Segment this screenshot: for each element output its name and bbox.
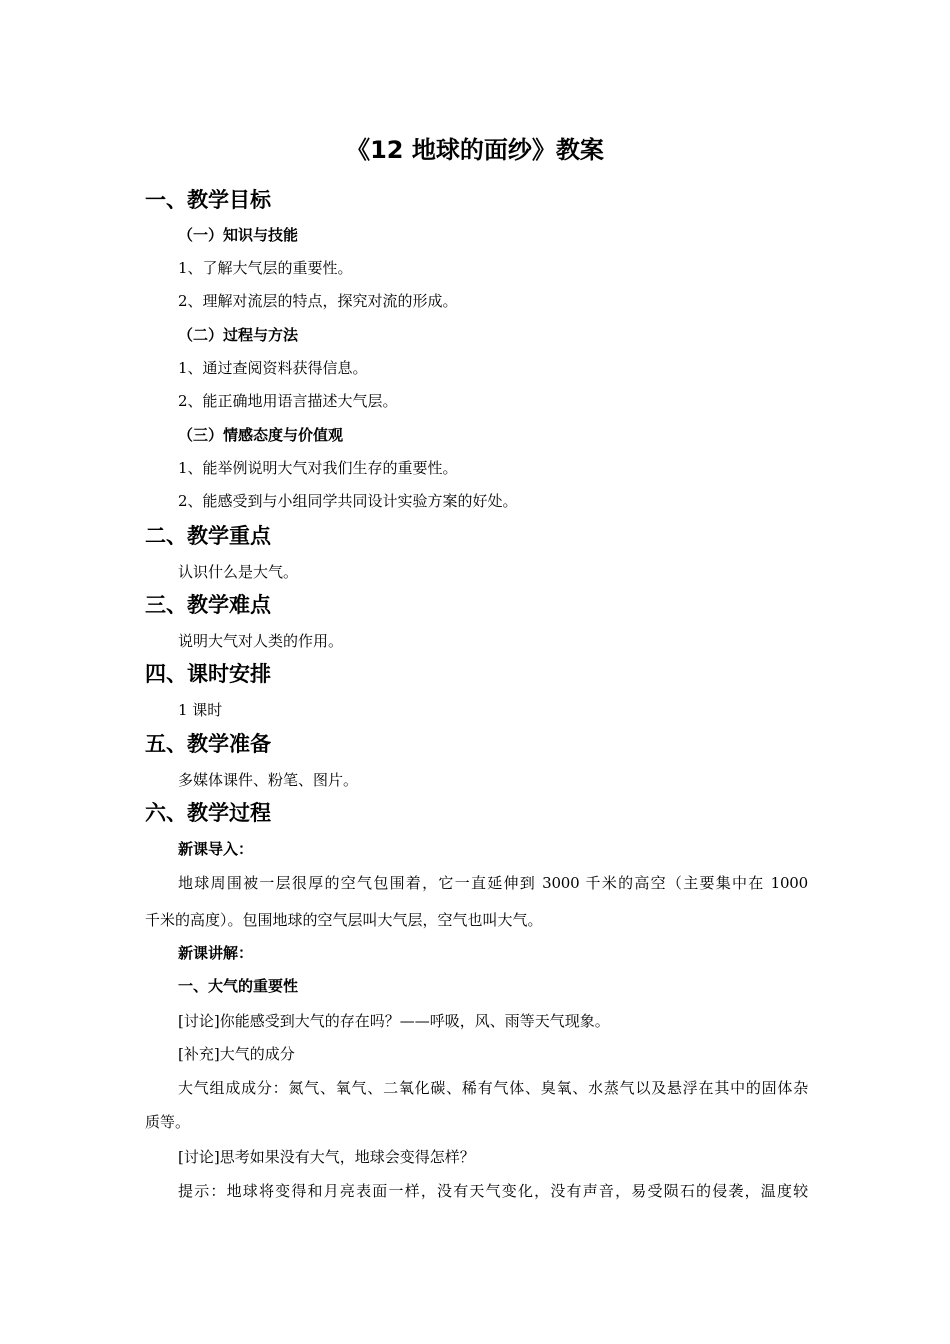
discussion-line: [讨论]思考如果没有大气，地球会变得怎样？: [178, 1148, 475, 1166]
part1-label: 一、大气的重要性: [178, 977, 299, 995]
explain-label: 新课讲解：: [178, 944, 254, 962]
composition-line: 质等。: [145, 1113, 191, 1131]
discussion-line: [讨论]你能感受到大气的存在吗？——呼吸，风、雨等天气现象。: [178, 1012, 610, 1030]
hint-line: 提示：地球将变得和月亮表面一样，没有天气变化，没有声音，易受陨石的侵袭，温度较: [178, 1182, 808, 1200]
key-points-text: 认识什么是大气。: [178, 563, 299, 581]
objective-item: 2、能正确地用语言描述大气层。: [178, 392, 398, 410]
intro-paragraph-line: 千米的高度）。包围地球的空气层叫大气层，空气也叫大气。: [145, 911, 543, 929]
section-heading-key-points: 二、教学重点: [145, 524, 271, 548]
subheading-process-method: （二）过程与方法: [178, 326, 299, 344]
preparation-text: 多媒体课件、粉笔、图片。: [178, 771, 359, 789]
composition-line: 大气组成成分：氮气、氧气、二氧化碳、稀有气体、臭氧、水蒸气以及悬浮在其中的固体杂: [178, 1079, 808, 1097]
intro-label: 新课导入：: [178, 840, 254, 858]
subheading-knowledge-skills: （一）知识与技能: [178, 226, 299, 244]
objective-item: 1、能举例说明大气对我们生存的重要性。: [178, 459, 458, 477]
subheading-emotion-values: （三）情感态度与价值观: [178, 426, 344, 444]
objective-item: 2、理解对流层的特点，探究对流的形成。: [178, 292, 458, 310]
intro-paragraph-line: 地球周围被一层很厚的空气包围着，它一直延伸到 3000 千米的高空（主要集中在 1000: [178, 874, 808, 892]
section-heading-objectives: 一、教学目标: [145, 188, 271, 212]
section-heading-schedule: 四、课时安排: [145, 662, 271, 686]
section-heading-process: 六、教学过程: [145, 801, 271, 825]
supplement-line: [补充]大气的成分: [178, 1045, 295, 1063]
objective-item: 2、能感受到与小组同学共同设计实验方案的好处。: [178, 492, 518, 510]
objective-item: 1、通过查阅资料获得信息。: [178, 359, 368, 377]
section-heading-difficulties: 三、教学难点: [145, 593, 271, 617]
schedule-text: 1 课时: [178, 701, 223, 719]
objective-item: 1、了解大气层的重要性。: [178, 259, 353, 277]
document-title: 《12 地球的面纱》教案: [346, 136, 604, 164]
difficulties-text: 说明大气对人类的作用。: [178, 632, 344, 650]
section-heading-preparation: 五、教学准备: [145, 732, 271, 756]
